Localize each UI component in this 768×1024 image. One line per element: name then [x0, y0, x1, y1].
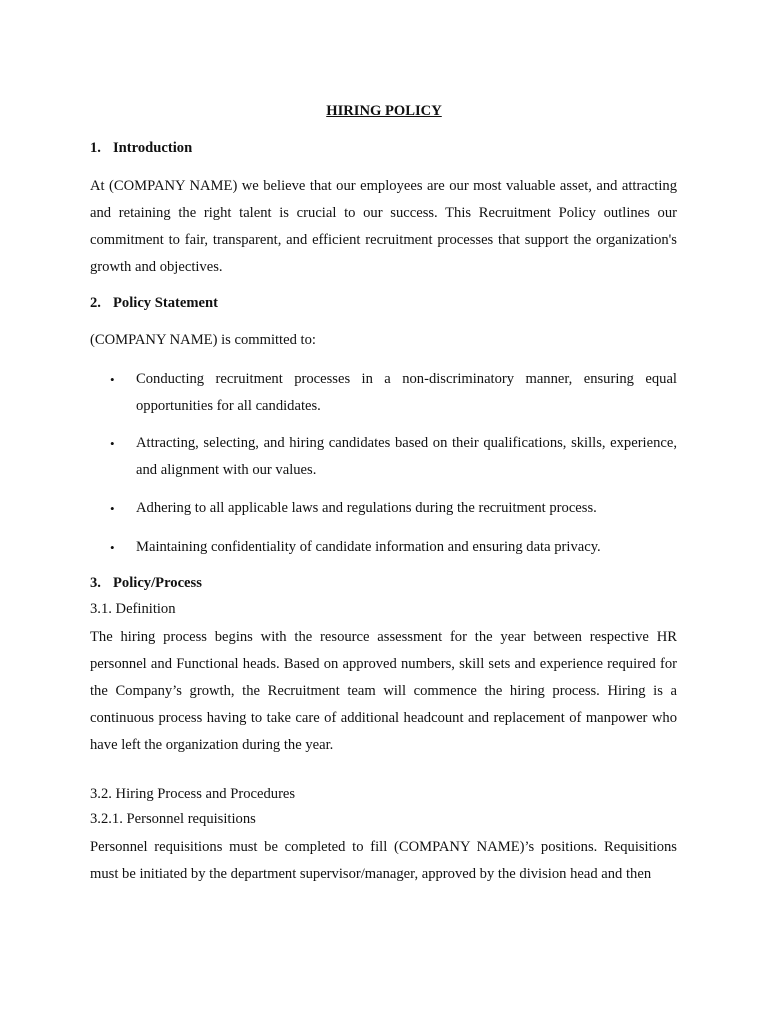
bullet-dot: •: [110, 540, 115, 555]
bullet-text: Conducting recruitment processes in a non-discriminatory manner, ensuring equal opportunities for all candidates.: [136, 371, 677, 414]
document-title: HIRING POLICY: [326, 103, 442, 119]
definition-paragraph: The hiring process begins with the resource assessment for the year between respective HR personnel and Functional heads. Based on approved numbers, skill sets and experience required for the Company’s growth, the Recruitment team will commence the hiring process. Hiring is a continuous process having to take care of additional headcount and replacement of manpower who have left the organization during the year.: [90, 629, 677, 753]
bullet-item: [110, 366, 677, 420]
section-heading-policy-process: [90, 575, 677, 592]
bullet-text: Adhering to all applicable laws and regulations during the recruitment process.: [136, 500, 597, 516]
subsection-heading-definition: 3.1. Definition: [90, 601, 176, 617]
section-title: Introduction: [113, 140, 193, 156]
bullet-dot: •: [110, 436, 115, 451]
bullet-item: [110, 495, 677, 522]
section-title: Policy Statement: [113, 295, 218, 311]
bullet-text: Maintaining confidentiality of candidate information and ensuring data privacy.: [136, 539, 601, 555]
section-heading-introduction: [90, 140, 677, 157]
bullet-item: [110, 430, 677, 484]
section-heading-policy-statement: [90, 295, 677, 312]
section-number: 3.: [90, 575, 101, 591]
section-number: 2.: [90, 295, 101, 311]
bullet-text: Attracting, selecting, and hiring candidates based on their qualifications, skills, experience, and alignment with our values.: [136, 435, 677, 478]
section-number: 1.: [90, 140, 101, 156]
subsection-heading-hiring-process: 3.2. Hiring Process and Procedures: [90, 786, 296, 802]
bullet-item: [110, 534, 677, 561]
bullet-dot: •: [110, 501, 115, 516]
introduction-paragraph: At (COMPANY NAME) we believe that our employees are our most valuable asset, and attracting and retaining the right talent is crucial to our success. This Recruitment Policy outlines our commitment to fair, transparent, and efficient recruitment processes that support the organization's growth and objectives.: [90, 178, 677, 275]
personnel-requisitions-paragraph: Personnel requisitions must be completed to fill (COMPANY NAME)’s positions. Requisitions must be initiated by the department supervisor/manager, approved by the division head and then: [90, 839, 677, 882]
section-title: Policy/Process: [113, 575, 202, 591]
policy-statement-intro: (COMPANY NAME) is committed to:: [90, 332, 316, 348]
subsection-heading-personnel-requisitions: 3.2.1. Personnel requisitions: [90, 811, 256, 827]
bullet-dot: •: [110, 372, 115, 387]
